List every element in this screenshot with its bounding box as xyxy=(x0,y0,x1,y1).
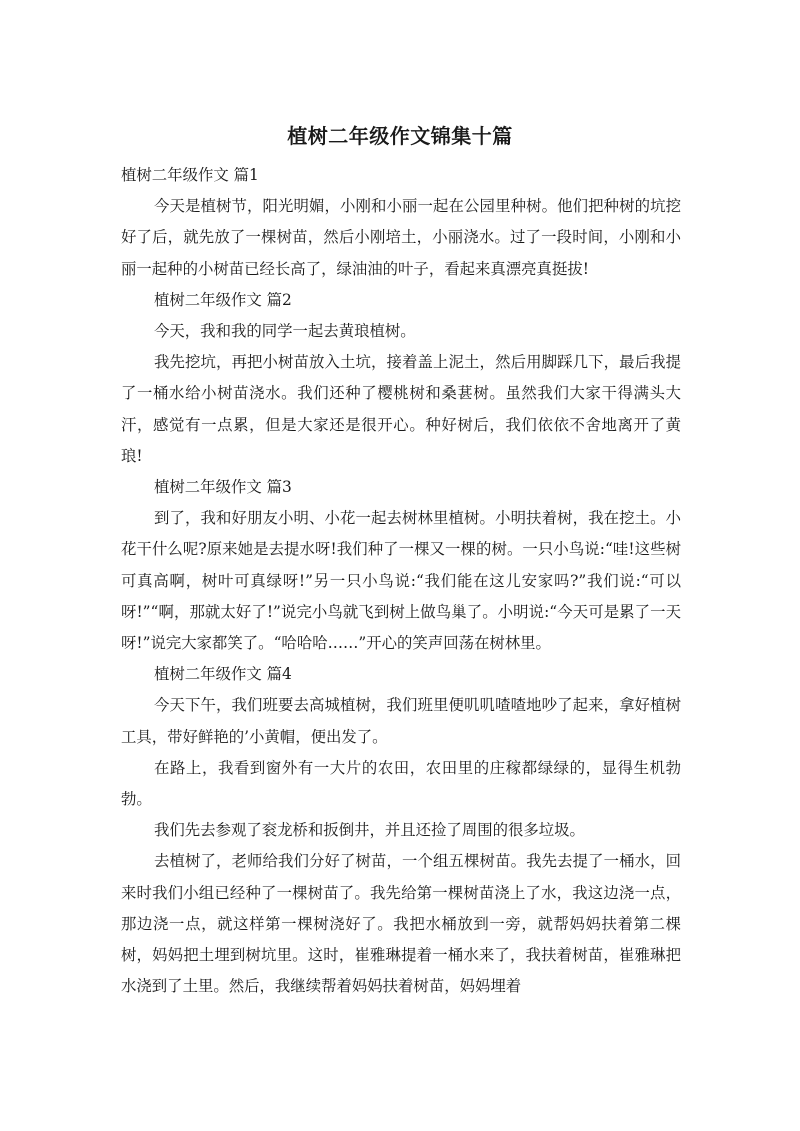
body-paragraph: 去植树了，老师给我们分好了树苗，一个组五棵树苗。我先去提了一桶水，回来时我们小组已经种了一棵树苗了。我先给第一棵树苗浇上了水，我这边浇一点，那边浇一点，就这样第一棵树浇好了。我把水桶放到一旁，就帮妈妈扶着第二棵树，妈妈把土埋到树坑里。这时，崔雅琳提着一桶水来了，我扶着树苗，崔雅琳把水浇到了土里。然后，我继续帮着妈妈扶着树苗，妈妈埋着 xyxy=(121,852,681,996)
document-body xyxy=(121,160,681,1002)
document-title: 植树二年级作文锦集十篇 xyxy=(287,124,513,148)
body-paragraph: 今天下午，我们班要去高城植树，我们班里便叽叽喳喳地吵了起来，拿好植树工具，带好鲜艳的’小黄帽，便出发了。 xyxy=(121,696,681,746)
body-paragraph: 我先挖坑，再把小树苗放入土坑，接着盖上泥土，然后用脚踩几下，最后我提了一桶水给小树苗浇水。我们还种了樱桃树和桑葚树。虽然我们大家干得满头大汗，感觉有一点累，但是大家还是很开心。种好树后，我们依依不舍地离开了黄琅! xyxy=(121,353,681,465)
body-paragraph: 到了，我和好朋友小明、小花一起去树林里植树。小明扶着树，我在挖土。小花干什么呢?原来她是去提水呀!我们种了一棵又一棵的树。一只小鸟说:“哇!这些树可真高啊，树叶可真绿呀!”另一只小鸟说:“我们能在这儿安家吗?”我们说:“可以呀!”“啊，那就太好了!”说完小鸟就飞到树上做鸟巢了。小明说:“今天可是累了一天呀!”说完大家都笑了。“哈哈哈……”开心的笑声回荡在树林里。 xyxy=(121,509,681,653)
body-paragraph: 今天，我和我的同学一起去黄琅植树。 xyxy=(154,322,416,341)
body-paragraph: 在路上，我看到窗外有一大片的农田，农田里的庄稼都绿绿的，显得生机勃勃。 xyxy=(121,758,681,809)
section-heading: 植树二年级作文 篇2 xyxy=(154,290,292,309)
section-heading: 植树二年级作文 篇4 xyxy=(154,665,292,684)
body-paragraph: 我们先去参观了衮龙桥和扳倒井，并且还捡了周围的很多垃圾。 xyxy=(154,821,585,840)
section-heading: 植树二年级作文 篇1 xyxy=(121,166,259,184)
section-heading: 植树二年级作文 篇3 xyxy=(154,478,292,497)
body-paragraph: 今天是植树节，阳光明媚，小刚和小丽一起在公园里种树。他们把种树的坑挖好了后，就先放了一棵树苗，然后小刚培土，小丽浇水。过了一段时间，小刚和小丽一起种的小树苗已经长高了，绿油油的叶子，看起来真漂亮真挺拔! xyxy=(121,197,681,278)
